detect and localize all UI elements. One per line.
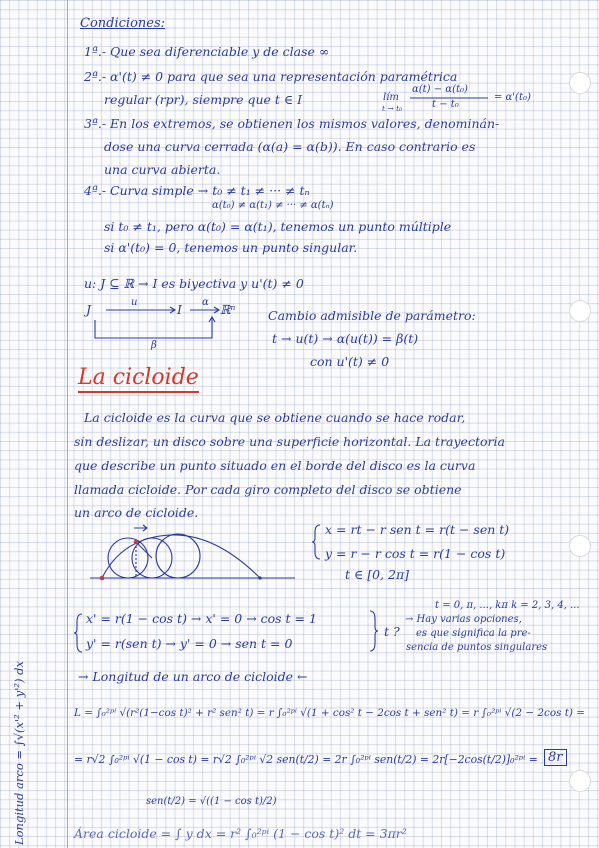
condition-4d: si α'(t₀) = 0, tenemos un punto singular. [104, 240, 358, 255]
diagram-alpha-label: α [202, 297, 209, 308]
limit-numerator: α(t) − α(t₀) [412, 84, 468, 95]
contact-point [100, 576, 105, 581]
condition-4a: 4ª.- Curva simple → t₀ ≠ t₁ ≠ ··· ≠ tₙ [84, 183, 310, 198]
singular-t-values: t = 0, π, ..., kπ k = 2, 3, 4, ... [435, 600, 580, 611]
condition-3b: dose una curva cerrada (α(a) = α(b)). En caso contrario es [104, 139, 476, 154]
condition-4c: si t₀ ≠ t₁, pero α(t₀) = α(t₁), tenemos un punto múltiple [104, 219, 452, 234]
condition-2a: 2ª.- α'(t) ≠ 0 para que sea una representación paramétrica [84, 69, 458, 84]
diagram-Rn: ℝⁿ [220, 302, 236, 317]
condition-1: 1ª.- Que sea diferenciable y de clase ∞ [84, 44, 330, 59]
parameter-diagram-arrows [90, 300, 240, 346]
cycloid-arc [102, 535, 260, 578]
diagram-beta-label: β [151, 340, 157, 351]
condition-2b: regular (rpr), siempre que t ∈ I [104, 92, 303, 107]
punch-hole [569, 72, 591, 94]
parameter-interval: t ∈ [0, 2π] [345, 567, 410, 582]
diagram-I: I [177, 302, 182, 317]
punch-hole [569, 300, 591, 322]
margin-arc-length-formula: Longitud arco = ∫√(x'² + y'²) dx [12, 661, 26, 845]
singular-note-line: sencia de puntos singulares [406, 642, 548, 653]
arc-end-point [258, 576, 261, 579]
cycloid-title: La cicloide [78, 366, 199, 393]
derivative-x: x' = r(1 − cos t) → x' = 0 → cos t = 1 [86, 611, 317, 626]
condition-3a: 3ª.- En los extremos, se obtienen los mismos valores, denominán- [84, 116, 500, 131]
derivatives-brace [74, 613, 84, 653]
system-brace [312, 524, 322, 560]
condition-4b: α(t₀) ≠ α(t₁) ≠ ··· ≠ α(tₙ) [212, 200, 334, 211]
admissible-change-condition: con u'(t) ≠ 0 [310, 354, 390, 369]
cycloid-paragraph-line: La cicloide es la curva que se obtiene cuando se hace rodar, [84, 410, 466, 425]
singular-note-line: → Hay varias opciones, [405, 614, 522, 625]
limit-subscript: t → t₀ [382, 104, 403, 113]
arc-length-line-1: L = ∫₀²ᵖⁱ √(r²(1−cos t)² + r² sen² t) = r ∫₀²ᵖⁱ √(1 + cos² t − 2cos t + sen² t) = r ∫₀²ᵖⁱ √(2 − 2cos t) = [74, 707, 585, 719]
cycloid-area: Área cicloide = ∫ y dx = r² ∫₀²ᵖⁱ (1 − cos t)² dt = 3πr² [74, 826, 407, 841]
condition-3c: una curva abierta. [104, 162, 221, 177]
diagram-J: J [86, 302, 92, 317]
admissible-change-formula: t → u(t) → α(u(t)) = β(t) [272, 331, 419, 346]
arc-length-result: 8r [544, 749, 567, 766]
half-angle-identity: sen(t/2) = √((1 − cos t)/2) [146, 796, 277, 807]
punch-hole [569, 770, 591, 792]
singular-note-line: es que significa la pre- [416, 628, 531, 639]
admissible-change-title: Cambio admisible de parámetro: [268, 308, 476, 323]
bijection-line: u: J ⊆ ℝ → I es biyectiva y u'(t) ≠ 0 [84, 276, 304, 291]
cycloid-paragraph-line: llamada cicloide. Por cada giro completo del disco se obtiene [74, 482, 462, 497]
tracing-point [134, 540, 139, 545]
rolling-disc-start [108, 538, 148, 578]
equation-y: y = r − r cos t = r(1 − cos t) [325, 546, 506, 561]
question-t: t ? [384, 624, 400, 639]
cycloid-paragraph-line: sin deslizar, un disco sobre una superficie horizontal. La trayectoria [74, 434, 505, 449]
conditions-heading: Condiciones: [80, 16, 166, 31]
cycloid-paragraph-line: que describe un punto situado en el borde del disco es la curva [74, 458, 476, 473]
rolling-disc-end [156, 534, 200, 578]
equation-x: x = rt − r sen t = r(t − sen t) [325, 522, 510, 537]
limit-label: lím [383, 92, 399, 103]
limit-result: = α'(t₀) [494, 92, 531, 103]
punch-hole [569, 535, 591, 557]
page-margin-line [67, 0, 68, 848]
arc-length-line-2: = r√2 ∫₀²ᵖⁱ √(1 − cos t) = r√2 ∫₀²ᵖⁱ √2 sen(t/2) = 2r ∫₀²ᵖⁱ sen(t/2) = 2r[−2cos(t/2)]₀²ᵖⁱ = [74, 753, 538, 766]
cycloid-paragraph-line: un arco de cicloide. [74, 505, 199, 520]
closing-brace [368, 610, 378, 652]
arc-length-heading: → Longitud de un arco de cicloide ← [78, 669, 308, 684]
limit-denominator: t − t₀ [432, 99, 459, 110]
diagram-u-label: u [131, 297, 138, 308]
derivative-y: y' = r(sen t) → y' = 0 → sen t = 0 [86, 636, 293, 651]
cycloid-sketch [90, 522, 300, 584]
